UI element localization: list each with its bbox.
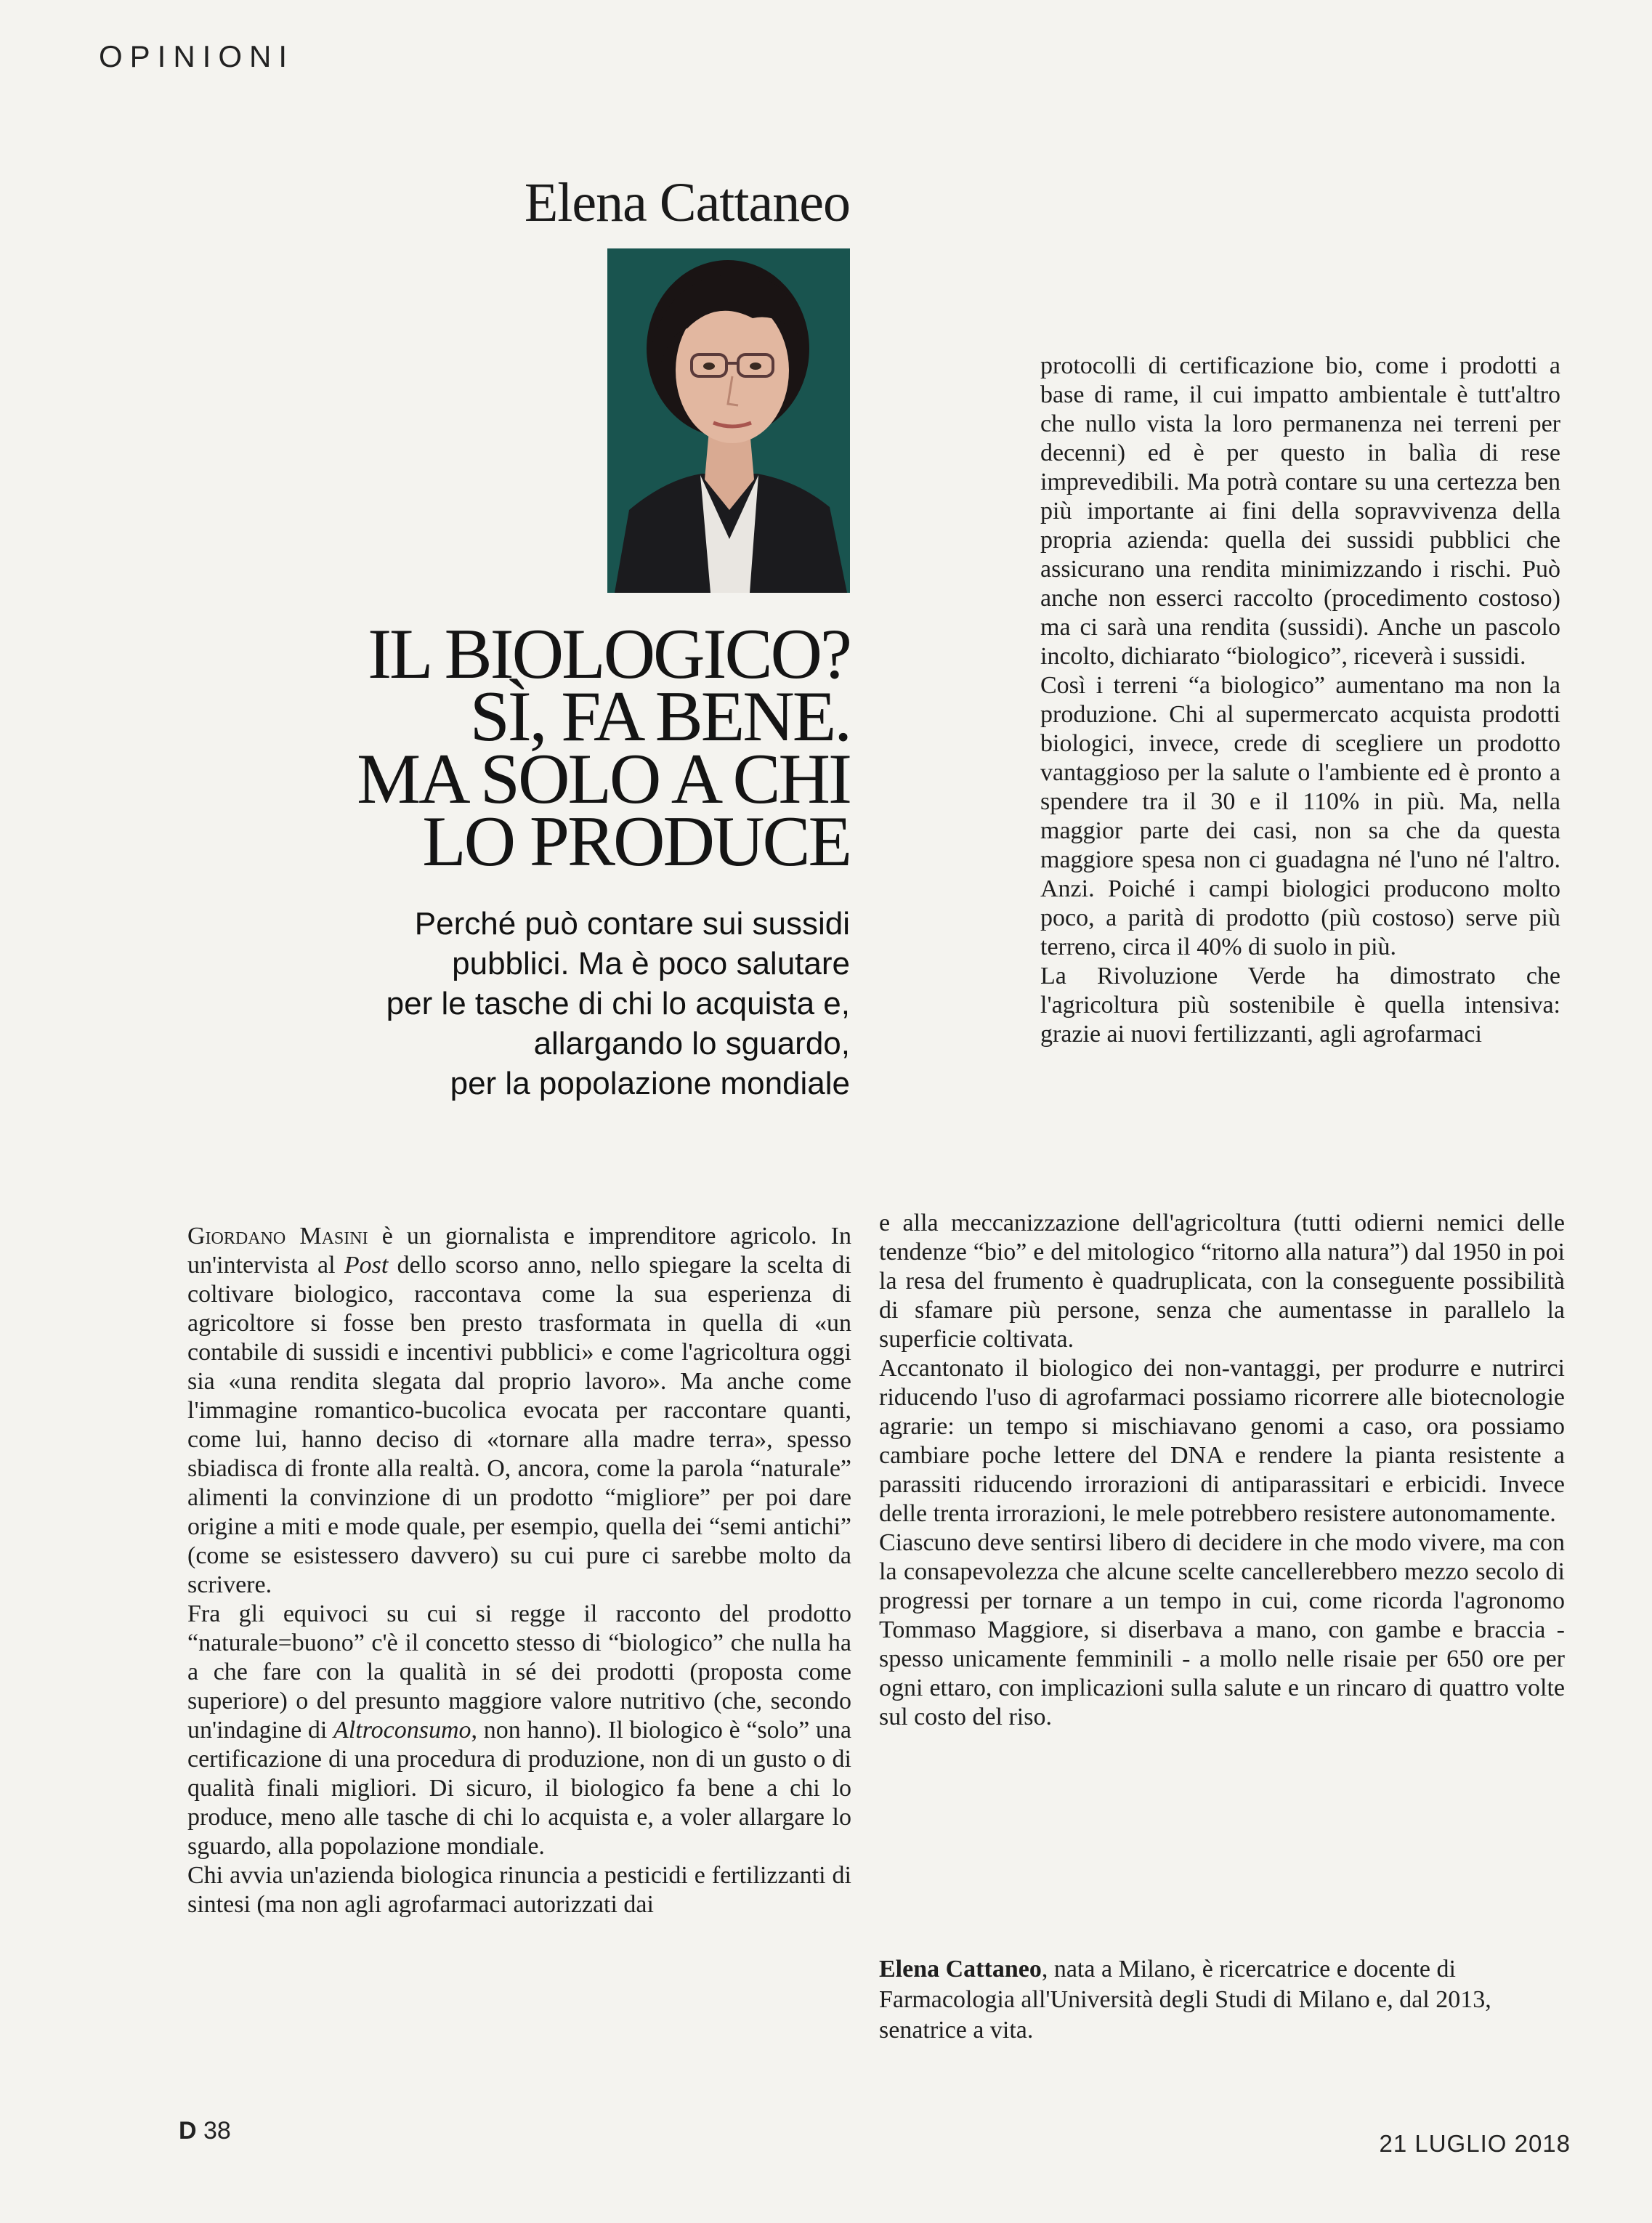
bio-text: , nata a Milano, è ricercatrice e docente di Farmacologia all'Università degli Studi di Milano e, dal 2013, senatrice a vita. [879,1956,1491,2044]
portrait-illustration [607,248,850,593]
subhead-line: Perché può contare sui sussidi [414,906,850,942]
bio-name: Elena Cattaneo [879,1956,1042,1983]
headline-line: LO PRODUCE [422,802,850,881]
article-paragraph: Ciascuno deve sentirsi libero di decidere in che modo vivere, ma con la consapevolezza che alcune scelte cancellerebbero mezzo secolo di progressi per tornare a un tempo in cui, come ricorda l'agronomo Tommaso Maggiore, si diserbava a mano, con gambe e braccia - spesso unicamente femminili - a mollo nelle risaie per 650 ore per ogni ettaro, con implicazioni sulla salute e un rincaro di quattro volte sul costo del riso. [879,1529,1565,1730]
author-name: Elena Cattaneo [524,172,850,233]
subhead-line: per le tasche di chi lo acquista e, [386,986,850,1021]
article-paragraph: La Rivoluzione Verde ha dimostrato che l'agricoltura più sostenibile è quella intensiva: grazie ai nuovi fertilizzanti, agli agrofarmaci [1040,963,1560,1048]
article-paragraph: protocolli di certificazione bio, come i prodotti a base di rame, il cui impatto ambientale è tutt'altro che nullo vista la loro permanenza nei terreni per decenni) ed è per questo in balìa di rese imprevedibili. Ma potrà contare su una certezza ben più importante ai fini della sopravvivenza della propria azienda: quella dei sussidi pubblici che assicurano una rendita minimizzando i rischi. Può anche non esserci raccolto (procedimento costoso) ma ci sarà una rendita (sussidi). Anche un pascolo incolto, dichiarato “biologico”, riceverà i sussidi. [1040,352,1560,670]
article-column-left [187,1222,851,1919]
author-photo [607,248,850,593]
article-column-right-bottom [879,1209,1565,1732]
author-bio [879,1954,1565,2046]
headline-line: SÌ, FA BENE. [469,677,850,756]
text-run: dello scorso anno, nello spiegare la scelta di coltivare biologico, raccontava come la sua esperienza di agricoltore si fosse ben presto trasformata in quella di «un contabile di sussidi e incentivi pubblici» e come l'agricoltura oggi sia «una rendita slegata dal proprio lavoro». Ma anche come l'immagine romantico-bucolica evocata per raccontare quanti, come lui, hanno deciso di «tornare alla madre terra», spesso sbiadisca di fronte alla realtà. O, ancora, come la parola “naturale” alimenti la convinzione di un prodotto “migliore” per poi dare origine a miti e mode quale, per esempio, quella dei “semi antichi” (come se esistessero davvero) su cui pure ci sarebbe molto da scrivere. [187,1252,851,1598]
text-run: Fra gli equivoci su cui si regge il racconto del prodotto “naturale=buono” c'è il concetto stesso di “biologico” che nulla ha a che fare con la qualità in sé dei prodotti (proposta come superiore) o del presunto maggiore valore nutritivo (che, secondo un'indagine di [187,1600,851,1744]
article-paragraph: Accantonato il biologico dei non-vantaggi, per produrre e nutrirci riducendo l'uso di agrofarmaci possiamo ricorrere alle biotecnologie agrarie: un tempo si mischiavano genomi a caso, ora possiamo cambiare poche lettere del DNA e rendere la pianta resistente a parassiti riducendo irrorazioni di antiparassitari e erbicidi. Invece delle trenta irrorazioni, le mele potrebbero resistere autonomamente. [879,1355,1565,1527]
publication-name: Post [344,1252,389,1279]
section-label: OPINIONI [99,39,295,73]
article-paragraph [187,1222,851,1600]
headline-line: IL BIOLOGICO? [368,615,850,694]
page-number-value: 38 [203,2117,231,2145]
article-paragraph: Chi avvia un'azienda biologica rinuncia a pesticidi e fertilizzanti di sintesi (ma non agli agrofarmaci autorizzati dai [187,1862,851,1918]
page-number [179,2117,231,2145]
issue-date: 21 LUGLIO 2018 [1379,2130,1571,2157]
subhead-line: per la popolazione mondiale [450,1066,850,1101]
magazine-mark: D [179,2117,197,2145]
subhead-line: pubblici. Ma è poco salutare [452,946,850,981]
lead-name: Giordano Masini [187,1223,368,1250]
headline-line: MA SOLO A CHI [357,740,850,819]
article-paragraph [187,1600,851,1861]
article-paragraph: Così i terreni “a biologico” aumentano ma non la produzione. Chi al supermercato acquista prodotti biologici, invece, crede di scegliere un prodotto vantaggioso per la salute o l'ambiente ed è pronto a spendere tra il 30 e il 110% in più. Ma, nella maggior parte dei casi, non sa che da questa maggiore spesa non ci guadagna né l'uno né l'altro. Anzi. Poiché i campi biologici producono molto poco, a parità di prodotto (più costoso) serve più terreno, circa il 40% di suolo in più. [1040,672,1560,960]
publication-name: Altroconsumo [333,1717,471,1744]
subhead-line: allargando lo sguardo, [533,1026,850,1061]
article-column-right-top [1040,352,1560,1049]
subheadline [276,904,850,1104]
article-paragraph: e alla meccanizzazione dell'agricoltura (tutti odierni nemici delle tendenze “bio” e del mitologico “ritorno alla natura”) dal 1950 in poi la resa del frumento è quadruplicata, con la conseguente possibilità di sfamare più persone, senza che aumentasse in parallelo la superficie coltivata. [879,1210,1565,1353]
headline [218,615,850,881]
text-run: , non hanno). Il biologico è “solo” una certificazione di una procedura di produzione, non di un gusto o di qualità finali migliori. Di sicuro, il biologico fa bene a chi lo produce, meno alle tasche di chi lo acquista e, a voler allargare lo sguardo, alla popolazione mondiale. [187,1717,851,1860]
text-run: è un giornalista e imprenditore agricolo. In un'intervista al [187,1223,851,1279]
